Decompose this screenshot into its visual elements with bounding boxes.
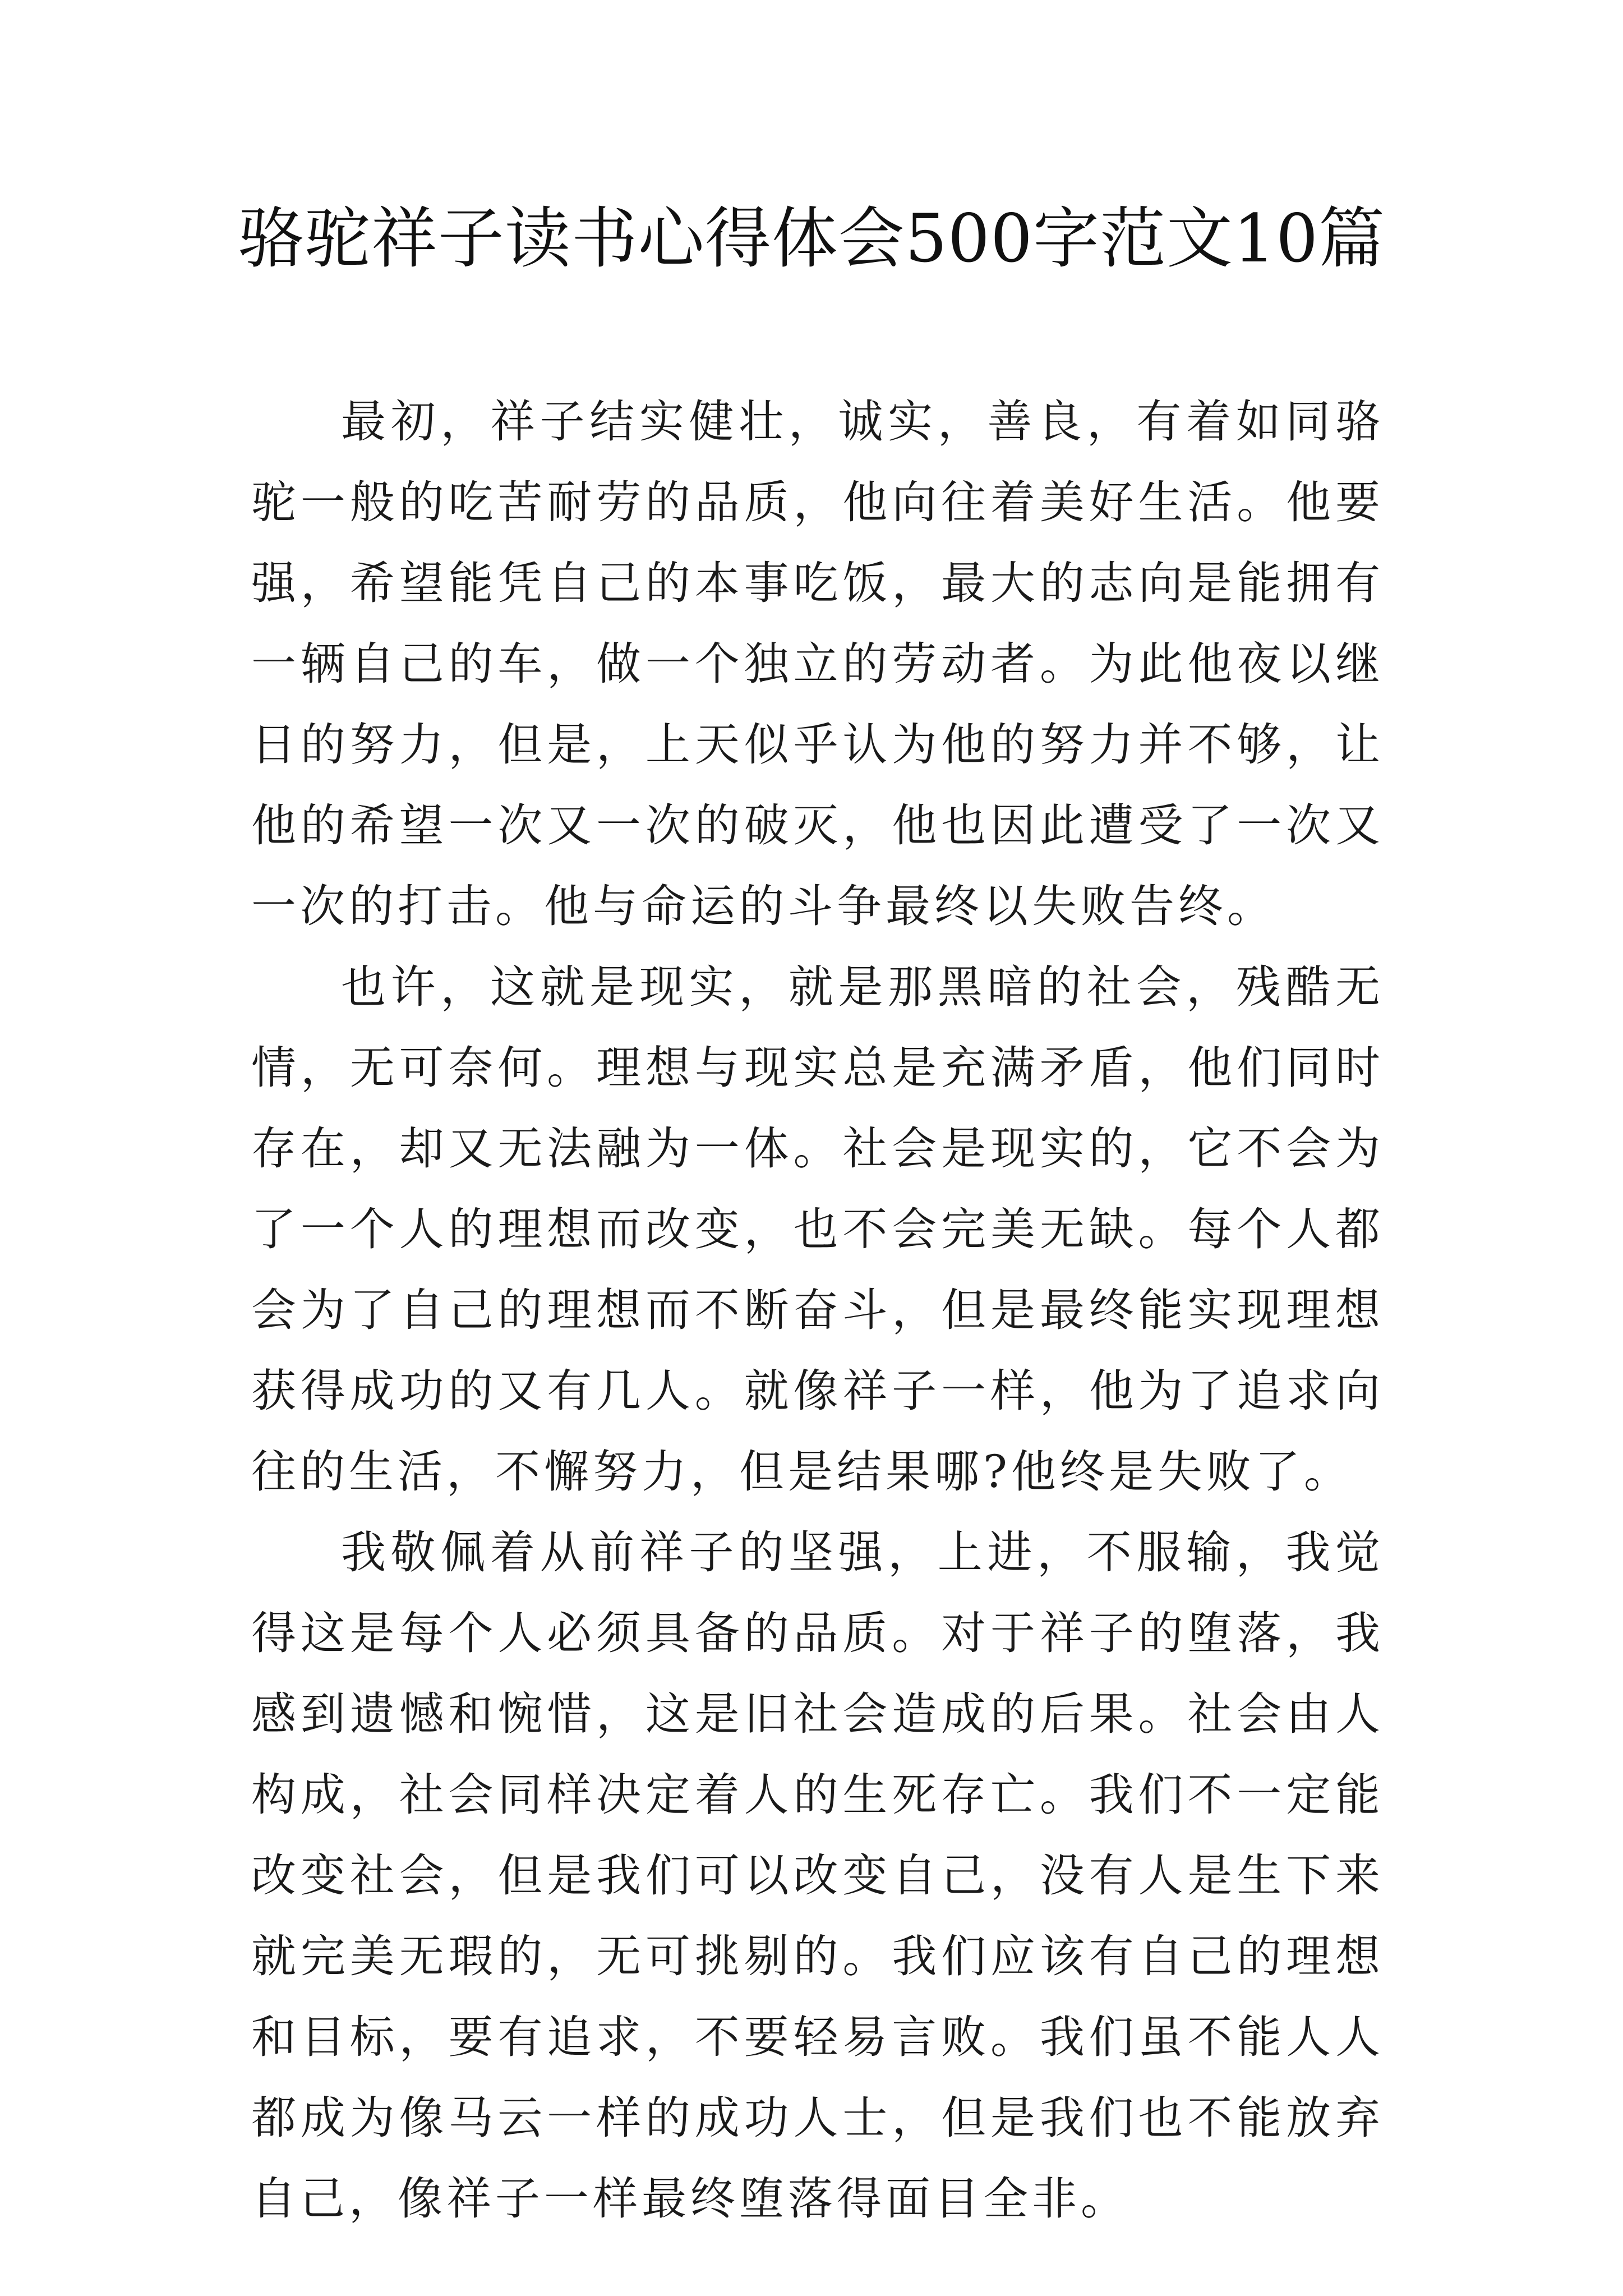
paragraph-1: 最初，祥子结实健壮，诚实，善良，有着如同骆驼一般的吃苦耐劳的品质，他向往着美好生活。他要强，希望能凭自己的本事吃饭，最大的志向是能拥有一辆自己的车，做一个独立的劳动者。为此他夜以继日的努力，但是，上天似乎认为他的努力并不够，让他的希望一次又一次的破灭，他也因此遭受了一次又一次的打击。他与命运的斗争最终以失败告终。 [251,395,1384,932]
document-body [251,381,1384,2239]
paragraph-2: 也许，这就是现实，就是那黑暗的社会，残酷无情，无可奈何。理想与现实总是充满矛盾，他们同时存在，却又无法融为一体。社会是现实的，它不会为了一个人的理想而改变，也不会完美无缺。每个人都会为了自己的理想而不断奋斗，但是最终能实现理想获得成功的又有几人。就像祥子一样，他为了追求向往的生活，不懈努力，但是结果哪?他终是失败了。 [251,961,1384,1498]
document-title: 骆驼祥子读书心得体会500字范文10篇 [237,200,1386,277]
paragraph-3: 我敬佩着从前祥子的坚强，上进，不服输，我觉得这是每个人必须具备的品质。对于祥子的堕落，我感到遗憾和惋惜，这是旧社会造成的后果。社会由人构成，社会同样决定着人的生死存亡。我们不一定能改变社会，但是我们可以改变自己，没有人是生下来就完美无瑕的，无可挑剔的。我们应该有自己的理想和目标，要有追求，不要轻易言败。我们虽不能人人都成为像马云一样的成功人士，但是我们也不能放弃自己，像祥子一样最终堕落得面目全非。 [251,1526,1384,2225]
